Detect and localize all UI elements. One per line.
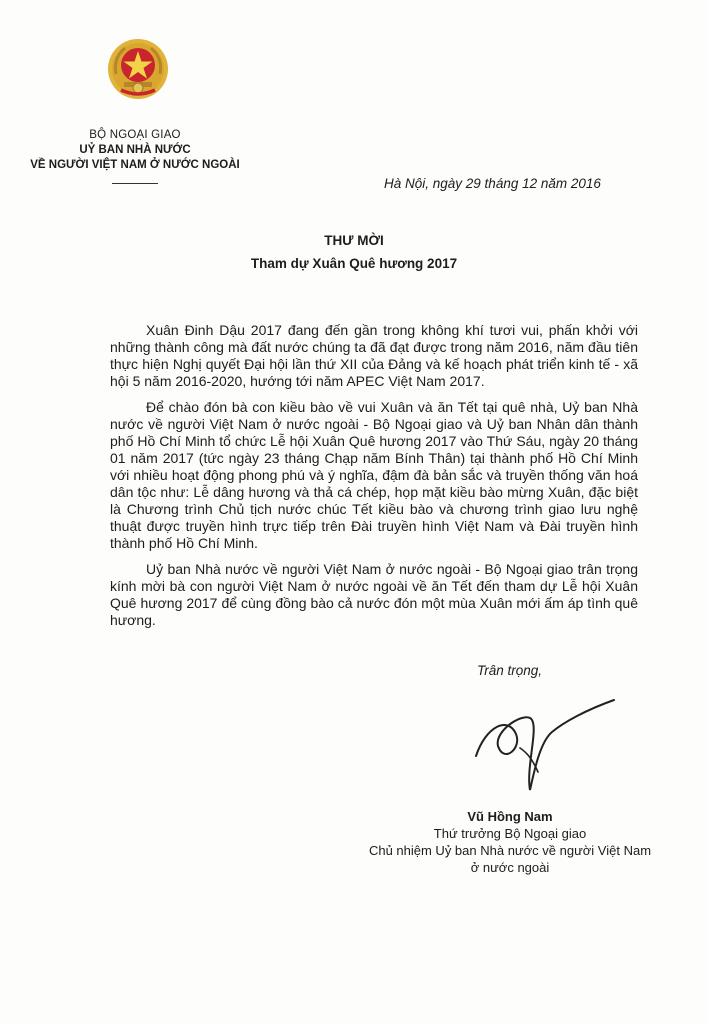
signer-title: Chủ nhiệm Uỷ ban Nhà nước về người Việt Nam	[368, 843, 652, 858]
handwritten-signature	[468, 690, 618, 800]
ministry-name: BỘ NGOẠI GIAO	[89, 129, 181, 141]
national-emblem-icon	[107, 38, 169, 100]
committee-name-line2: VỀ NGƯỜI VIỆT NAM Ở NƯỚC NGOÀI	[30, 159, 240, 171]
body-paragraph: Uỷ ban Nhà nước về người Việt Nam ở nước ngoài - Bộ Ngoại giao trân trọng kính mời bà con người Việt Nam ở nước ngoài về ăn Tết đến tham dự Lễ hội Xuân Quê hương 2017 để cùng đồng bào cả nước đón một mùa Xuân mới ấm áp tình quê hương.	[110, 561, 638, 628]
signer-title: Thứ trưởng Bộ Ngoại giao	[433, 826, 587, 841]
signer-name: Vũ Hồng Nam	[467, 809, 553, 824]
letter-subtitle: Tham dự Xuân Quê hương 2017	[250, 256, 458, 271]
header-divider	[112, 183, 158, 184]
committee-name-line1: UỶ BAN NHÀ NƯỚC	[79, 144, 191, 156]
body-paragraph: Xuân Đinh Dậu 2017 đang đến gần trong không khí tươi vui, phấn khởi với những thành công mà đất nước chúng ta đã đạt được trong năm 2016, năm đầu tiên thực hiện Nghị quyết Đại hội lần thứ XII của Đảng và kế hoạch phát triển kinh tế - xã hội 5 năm 2016-2020, hướng tới năm APEC Việt Nam 2017.	[110, 322, 638, 389]
letter-title: THƯ MỜI	[324, 233, 384, 248]
signer-block	[360, 808, 660, 876]
issuing-organization	[30, 128, 240, 184]
date-line: Hà Nội, ngày 29 tháng 12 năm 2016	[384, 176, 601, 191]
body-paragraph: Để chào đón bà con kiều bào về vui Xuân và ăn Tết tại quê nhà, Uỷ ban Nhà nước về người Việt Nam ở nước ngoài - Bộ Ngoại giao và Uỷ ban Nhân dân thành phố Hồ Chí Minh tổ chức Lễ hội Xuân Quê hương 2017 vào Thứ Sáu, ngày 20 tháng 01 năm 2017 (tức ngày 23 tháng Chạp năm Bính Thân) tại thành phố Hồ Chí Minh với nhiều hoạt động phong phú và ý nghĩa, đậm đà bản sắc và truyền thống văn hoá dân tộc như: Lễ dâng hương và thả cá chép, họp mặt kiều bào mừng Xuân, đặc biệt là Chương trình Chủ tịch nước chúc Tết kiều bào và chương trình giao lưu nghệ thuật được truyền hình trực tiếp trên Đài truyền hình Việt Nam và Đài truyền hình thành phố Hồ Chí Minh.	[110, 399, 638, 551]
closing-salutation: Trân trọng,	[477, 663, 543, 678]
letter-body	[110, 322, 638, 638]
signer-title: ở nước ngoài	[470, 860, 550, 875]
